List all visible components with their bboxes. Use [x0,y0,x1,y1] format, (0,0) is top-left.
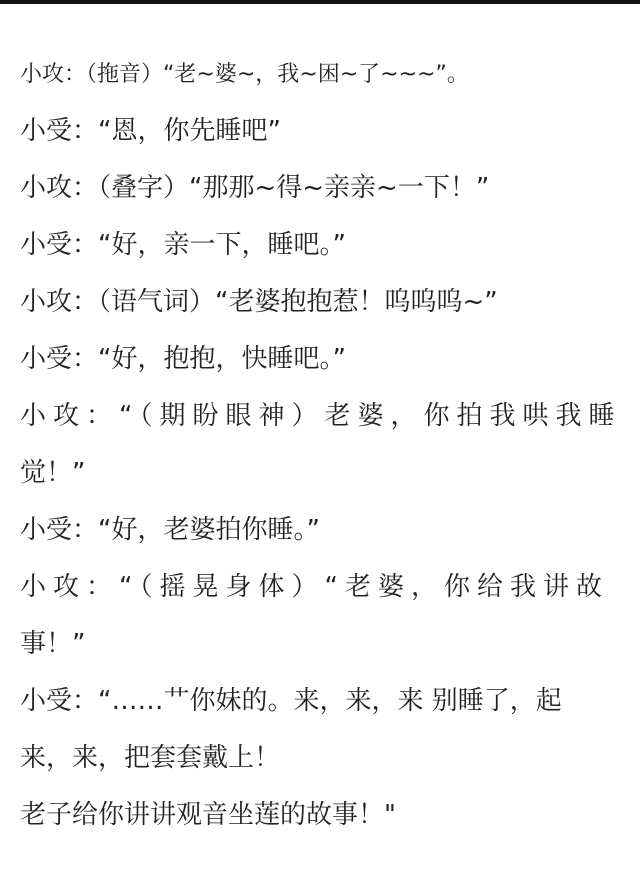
dialogue-line: 老子给你讲讲观音坐莲的故事！" [20,800,396,830]
dialogue-line: 小攻：“（期盼眼神）老婆，你拍我哄我睡 [20,401,622,431]
dialogue-line: 小攻：（叠字）“那那~得~亲亲~一下！” [20,173,490,203]
dialogue-line: 事！” [20,629,86,659]
dialogue-line: 觉！” [20,458,86,488]
dialogue-line: 小攻：（拖音）“老~婆~，我~困~了~~~”。 [20,62,469,87]
dialogue-line: 小受：“好，抱抱，快睡吧。” [20,344,346,374]
dialogue-line: 来，来，把套套戴上！ [20,743,281,773]
dialogue-line: 小攻：（语气词）“老婆抱抱惹！呜呜呜~” [20,287,498,317]
dialogue-line: 小受：“好，老婆拍你睡。” [20,515,320,545]
top-divider [0,0,640,4]
dialogue-text [20,46,632,844]
dialogue-line: 小受：“好，亲一下，睡吧。” [20,230,346,260]
dialogue-line: 小受：“恩，你先睡吧” [20,116,281,146]
dialogue-line: 小受：“……艹你妹的。来，来，来 别睡了，起 [20,686,562,716]
dialogue-line: 小攻：“（摇晃身体）“老婆，你给我讲故 [20,572,609,602]
